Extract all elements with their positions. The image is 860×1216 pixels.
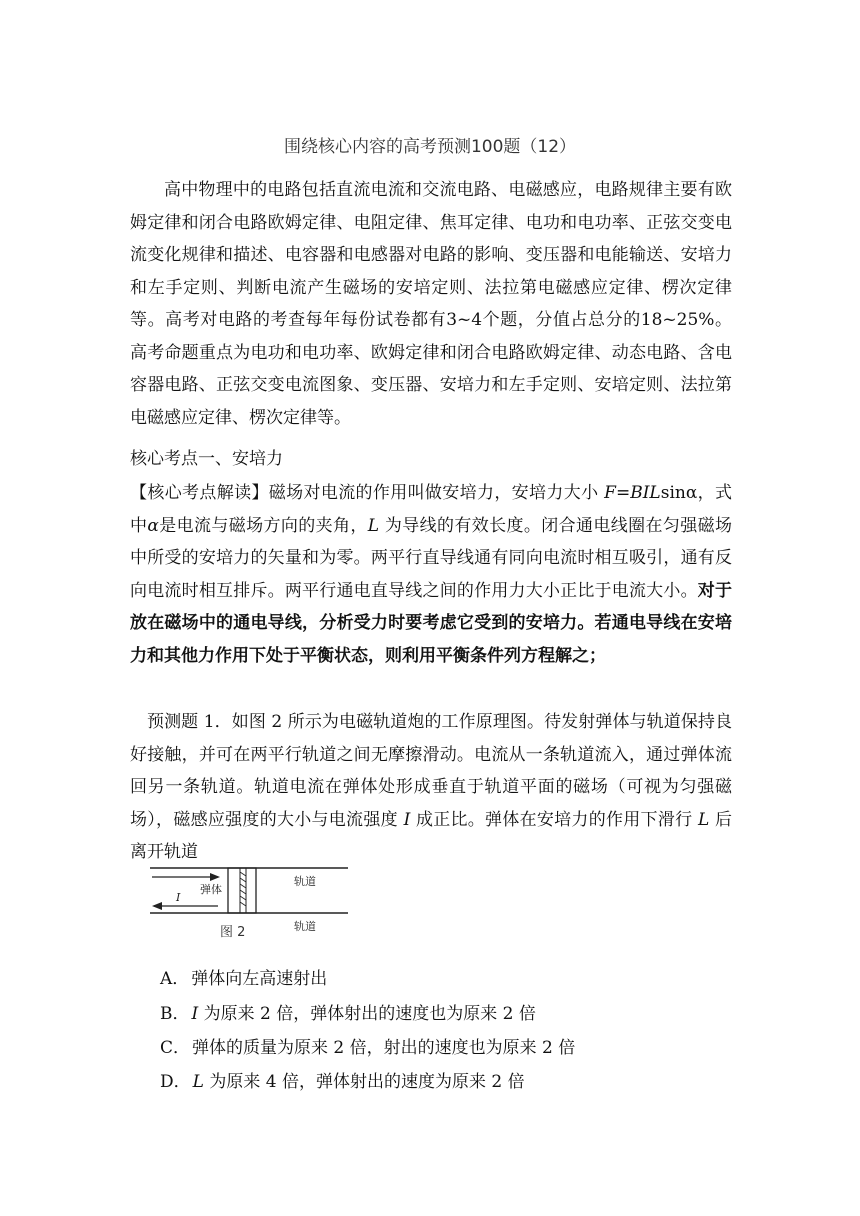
question-text-3: 后离开轨道 — [130, 809, 733, 862]
rail-bottom-label: 轨道 — [294, 920, 316, 933]
question-text-2: 成正比。弹体在安培力的作用下滑行 — [410, 809, 699, 830]
option-text: 弹体向左高速射出 — [191, 969, 328, 989]
railgun-figure — [148, 860, 358, 942]
option-a[interactable] — [160, 966, 327, 992]
core-label: 【核心考点解读】 — [130, 483, 269, 503]
option-text: 为原来 4 倍，弹体射出的速度为原来 2 倍 — [203, 1072, 525, 1092]
option-d[interactable] — [160, 1069, 525, 1095]
core-text-1: 磁场对电流的作用叫做安培力，安培力大小 — [268, 483, 605, 503]
option-variable: I — [191, 1004, 199, 1024]
option-key: A． — [160, 969, 190, 989]
page-title: 围绕核心内容的高考预测100题（12） — [283, 137, 577, 157]
formula: F=BIL — [604, 483, 661, 503]
core-text-3: 是电流与磁场方向的夹角， — [158, 515, 368, 536]
projectile-block — [228, 868, 256, 913]
intro-paragraph: 高中物理中的电路包括直流电流和交流电路、电磁感应，电路规律主要有欧姆定律和闭合电路欧姆定律、电阻定律、焦耳定律、电功和电功率、正弦交变电流变化规律和描述、电容器和电感器对电路的影响、变压器和电能输送、安培力和左手定则、判断电流产生磁场的安培定则、法拉第电磁感应定律、楞次定律等。高考对电路的考查每年每份试卷都有3~4个题，分值占总分的18~25%。高考命题重点为电功和电功率、欧姆定律和闭合电路欧姆定律、动态电路、含电容器电路、正弦交变电流图象、变压器、安培力和左手定则、安培定则、法拉第电磁感应定律、楞次定律等。 — [130, 180, 732, 428]
core-bold-text: 对于放在磁场中的通电导线，分析受力时要考虑它受到的安培力。若通电导线在安培力和其他力作用下处于平衡状态，则利用平衡条件列方程解之； — [130, 580, 733, 666]
figure-caption: 图 2 — [220, 925, 246, 940]
core-text-2: sinα，式中 — [130, 483, 733, 536]
arrow-right-head — [210, 873, 220, 881]
option-key: C． — [160, 1038, 191, 1058]
option-key: D． — [160, 1072, 191, 1092]
rail-top-label: 轨道 — [294, 875, 316, 888]
section-heading: 核心考点一、安培力 — [130, 449, 283, 469]
current-symbol: I — [403, 809, 411, 830]
hatch-marks — [240, 872, 246, 906]
core-text-4: 为导线的有效长度。闭合通电线圈在匀强磁场中所受的安培力的矢量和为零。两平行直导线通有同向电流时相互吸引，通有反向电流时相互排斥。两平行通电直导线之间的作用力大小正比于电流大小。 — [130, 515, 733, 601]
projectile-label: 弹体 — [200, 883, 222, 896]
option-text: 为原来 2 倍，弹体射出的速度也为原来 2 倍 — [198, 1004, 536, 1024]
option-text: 弹体的质量为原来 2 倍，射出的速度也为原来 2 倍 — [192, 1038, 576, 1058]
alpha-symbol: α — [147, 515, 159, 536]
length-symbol: L — [698, 809, 710, 830]
arrow-left-head — [152, 902, 162, 910]
option-c[interactable] — [160, 1035, 575, 1061]
option-b[interactable] — [160, 1001, 536, 1027]
core-explanation-paragraph — [130, 477, 732, 672]
current-label: I — [176, 891, 181, 904]
length-symbol: L — [367, 515, 380, 536]
option-key: B． — [160, 1004, 190, 1024]
question-text-1: 预测题 1．如图 2 所示为电磁轨道炮的工作原理图。待发射弹体与轨道保持良好接触，并可在两平行轨道之间无摩擦滑动。电流从一条轨道流入，通过弹体流回另一条轨道。轨道电流在弹体处形成垂直于轨道平面的磁场（可视为匀强磁场），磁感应强度的大小与电流强度 — [130, 712, 732, 830]
question-stem — [130, 706, 732, 869]
option-variable: L — [192, 1072, 204, 1092]
